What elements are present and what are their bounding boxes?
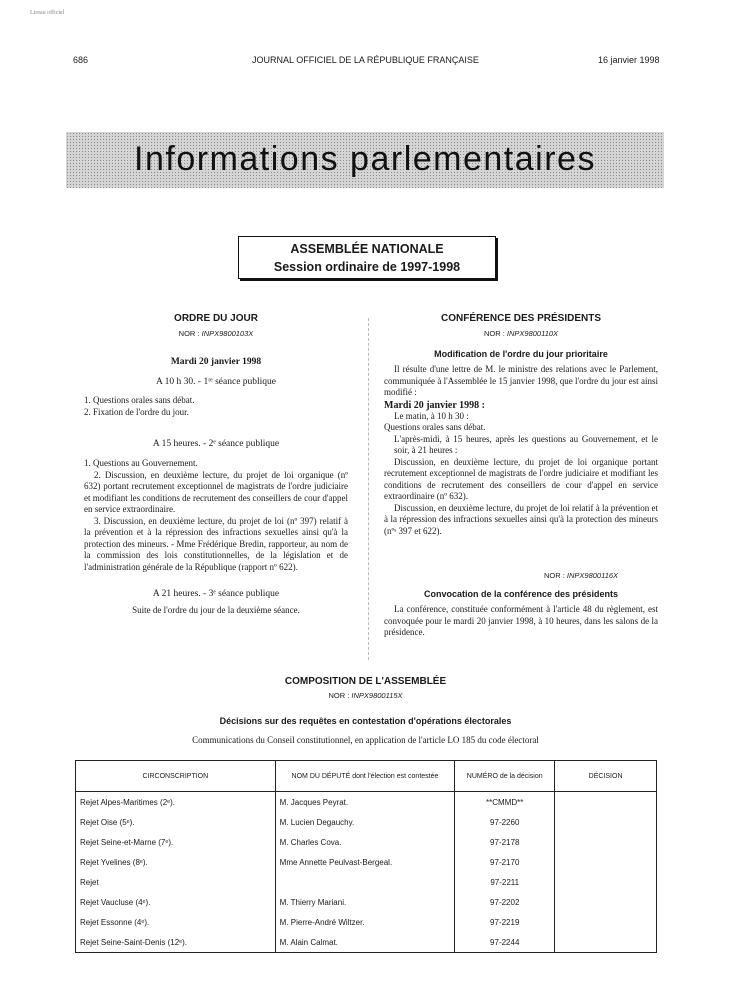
table-row (76, 872, 657, 892)
cell-circonscription: Rejet Yvelines (8ᵉ). (76, 852, 276, 872)
seance-2-item: 1. Questions au Gouvernement. (84, 458, 198, 468)
page-number: 686 (73, 55, 89, 65)
seance-2-title: A 15 heures. - 2ᵉ séance publique (152, 439, 280, 449)
modification-intro: Il résulte d'une lettre de M. le ministre des relations avec le Parlement, communiquée à l'Assemblée le 15 janvier 1998, que l'ordre du jour est ainsi modifié : (384, 364, 658, 397)
seance-1-item: 2. Fixation de l'ordre du jour. (84, 406, 189, 417)
composition-intro: Communications du Conseil constitutionnel, en application de l'article LO 185 du code électoral (192, 735, 539, 745)
column-divider (368, 318, 369, 660)
table-row (76, 812, 657, 832)
cell-numero: 97-2260 (455, 812, 555, 832)
cell-depute: M. Alain Calmat. (275, 932, 455, 953)
assembly-session: Session ordinaire de 1997-1998 (273, 260, 461, 274)
cell-circonscription: Rejet Oise (5ᵉ). (76, 812, 276, 832)
composition-nor (0, 691, 731, 700)
cell-circonscription: Rejet Seine-Saint-Denis (12ᵉ). (76, 932, 276, 953)
issue-date: 16 janvier 1998 (598, 55, 660, 65)
right-nor-2 (384, 571, 658, 580)
cell-decision (555, 892, 657, 912)
cell-numero: 97-2178 (455, 832, 555, 852)
table-row (76, 852, 657, 872)
table-header (76, 761, 657, 792)
cell-decision (555, 832, 657, 852)
composition-subtitle: Décisions sur des requêtes en contestation d'opérations électorales (219, 716, 512, 726)
cell-numero: 97-2244 (455, 932, 555, 953)
cell-numero: 97-2219 (455, 912, 555, 932)
conference-title: CONFÉRENCE DES PRÉSIDENTS (440, 313, 602, 324)
questions-line: Questions orales sans débat. (384, 422, 486, 432)
left-date: Mardi 20 janvier 1998 (170, 357, 262, 367)
nor-label: NOR : (483, 329, 505, 338)
ordre-du-jour-title: ORDRE DU JOUR (174, 313, 258, 324)
cell-depute: M. Charles Cova. (275, 832, 455, 852)
right-column (384, 313, 658, 639)
cell-circonscription: Rejet (76, 872, 276, 892)
discussion-1: Discussion, en deuxième lecture, du projet de loi organique portant recrutement exceptionnel de magistrats de l'ordre judiciaire et modifiant les conditions de recrutement des conseillers de cour d'appel en service extraordinaire (nº 632). (384, 456, 658, 501)
assembly-box (238, 236, 496, 279)
convocation-text: La conférence, constituée conformément à l'article 48 du règlement, est convoquée pour le mardi 20 janvier 1998, à 10 heures, dans les salons de la présidence. (384, 604, 658, 637)
matin-line: Le matin, à 10 h 30 : (394, 410, 469, 421)
left-column (84, 313, 348, 615)
cell-decision (555, 812, 657, 832)
cell-decision (555, 932, 657, 953)
cell-depute: M. Jacques Peyrat. (275, 792, 455, 813)
cell-circonscription: Rejet Seine-et-Marne (7ᵉ). (76, 832, 276, 852)
col-numero: NUMÉRO de la décision (455, 761, 555, 792)
decisions-table (75, 760, 657, 953)
right-date: Mardi 20 janvier 1998 : (384, 399, 485, 411)
cell-circonscription: Rejet Vaucluse (4ᵉ). (76, 892, 276, 912)
right-nor-1 (384, 329, 658, 338)
cell-circonscription: Rejet Essonne (4ᵉ). (76, 912, 276, 932)
banner (66, 132, 664, 188)
seance-2-item: 2. Discussion, en deuxième lecture, du projet de loi organique (nº 632) portant recrutement exceptionnel de magistrats de l'ordre judiciaire et modifiant les conditions de recrutement des conseillers de cour d'appel en service extraordinaire. (84, 469, 348, 514)
col-nom-depute: NOM DU DÉPUTÉ dont l'élection est contestée (275, 761, 455, 792)
nor-label: NOR : (178, 329, 200, 338)
nor-code: INPX9800115X (351, 691, 403, 700)
nor-code: INPX9800103X (201, 329, 254, 338)
cell-numero: **CMMD** (455, 792, 555, 813)
seance-2-item: 3. Discussion, en deuxième lecture, du projet de loi (nº 397) relatif à la prévention et à la répression des infractions sexuelles ainsi qu'à la protection des mineurs. - Mme Frédérique Bredin, rapporteur, au nom de la commission des lois constitutionnelles, de la législation et de l'administration générale de la République (rapport nº 622). (84, 515, 348, 572)
cell-numero: 97-2211 (455, 872, 555, 892)
composition-title: COMPOSITION DE L'ASSEMBLÉE (284, 676, 447, 687)
nor-label: NOR : (328, 691, 350, 700)
nor-code: INPX9800110X (506, 329, 559, 338)
modification-subtitle: Modification de l'ordre du jour prioritaire (434, 349, 608, 359)
nor-code: INPX9800116X (566, 571, 619, 580)
table-row (76, 792, 657, 813)
table-row (76, 832, 657, 852)
seance-1-title: A 10 h 30. - 1ʳᵉ séance publique (155, 377, 277, 387)
discussion-2: Discussion, en deuxième lecture, du projet de loi relatif à la prévention et à la répression des infractions sexuelles ainsi qu'à la protection des mineurs (nºˢ 397 et 622). (384, 502, 658, 536)
cell-numero: 97-2170 (455, 852, 555, 872)
col-circonscription: CIRCONSCRIPTION (76, 761, 276, 792)
apres-midi-line: L'après-midi, à 15 heures, après les questions au Gouvernement, et le soir, à 21 heures : (394, 433, 658, 455)
col-decision: DÉCISION (555, 761, 657, 792)
cell-depute: M. Pierre-André Wiltzer. (275, 912, 455, 932)
banner-title: Informations parlementaires (134, 140, 596, 178)
left-nor (84, 329, 348, 338)
top-mark: Lireau officiel (30, 10, 65, 16)
cell-decision (555, 792, 657, 813)
cell-decision (555, 872, 657, 892)
convocation-subtitle: Convocation de la conférence des présidents (423, 589, 619, 599)
seance-1-item: 1. Questions orales sans débat. (84, 395, 195, 405)
table-row (76, 892, 657, 912)
seance-3-text: Suite de l'ordre du jour de la deuxième séance. (132, 605, 300, 615)
seance-3-title: A 21 heures. - 3ᵉ séance publique (152, 589, 280, 599)
table-row (76, 912, 657, 932)
cell-depute (275, 872, 455, 892)
journal-title: JOURNAL OFFICIEL DE LA RÉPUBLIQUE FRANÇAISE (252, 55, 479, 65)
table-row (76, 932, 657, 953)
cell-depute: Mme Annette Peulvast-Bergeal. (275, 852, 455, 872)
cell-depute: M. Thierry Mariani. (275, 892, 455, 912)
cell-decision (555, 852, 657, 872)
cell-numero: 97-2202 (455, 892, 555, 912)
cell-depute: M. Lucien Degauchy. (275, 812, 455, 832)
nor-label: NOR : (543, 571, 565, 580)
assembly-name: ASSEMBLÉE NATIONALE (290, 242, 444, 256)
cell-decision (555, 912, 657, 932)
cell-circonscription: Rejet Alpes-Maritimes (2ᵉ). (76, 792, 276, 813)
